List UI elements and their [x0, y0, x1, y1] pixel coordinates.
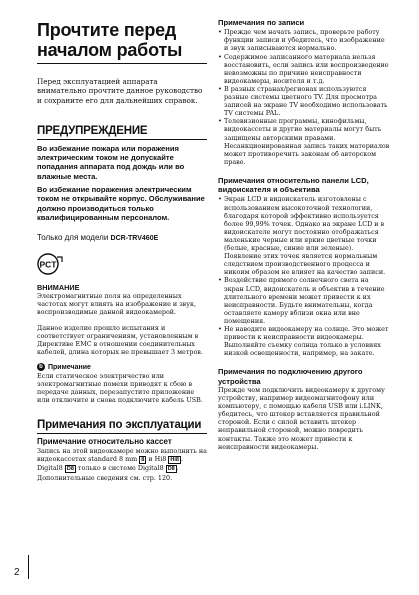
note-icon: b: [37, 363, 45, 371]
intro-text: Перед эксплуатацией аппарата внимательно прочтите данное руководство и сохраните его для дальнейших справок.: [37, 77, 203, 105]
digital8-symbol-icon-2: D8: [167, 466, 175, 473]
list-item: • Экран LCD и видоискатель изготовлены с использованием высокоточной технологии, благодаря которой эффективно используется более 99,99% точек. Однако на экране LCD и в видоискателе могут постоянно отображаться маленькие черные или яркие цветные точки (белые, красные, синие или зеленые). Появление этих точек является нормальным следствием производственного процесса и никоим образом не влияет на качество записи.: [218, 195, 390, 276]
left-column: [37, 20, 207, 482]
page-title: [37, 20, 207, 64]
attention-title: ВНИМАНИЕ: [37, 283, 80, 293]
page-number-divider: [28, 555, 29, 579]
recording-notes-list: [218, 28, 390, 166]
lcd-notes-heading: Примечания относительно панели LCD, видоискателя и объектива: [218, 175, 369, 195]
attention-paragraph-2: Данное изделие прошло испытания и соответствует ограничениям, установленным в Директиве EMC в отношении соединительных кабелей, длина которых не превышает 3 метров.: [37, 323, 203, 356]
digital8-symbol-icon: D8: [66, 466, 74, 473]
standard8-symbol-icon: 8: [141, 457, 145, 464]
attention-paragraph-1: Электромагнитные поля на определенных частотах могут влиять на изображение и звук, воспроизводимые данной видеокамерой.: [37, 292, 197, 317]
note-title: Примечание: [48, 363, 91, 371]
list-item: • Телевизионные программы, кинофильмы, видеокассеты и другие материалы могут быть защищены авторскими правами. Несанкционированная запись таких материалов может противоречить законам об авторском праве.: [218, 117, 390, 166]
connection-notes-heading: Примечания по подключению другого устройства: [218, 367, 363, 386]
exploitation-heading: Примечания по эксплуатации: [37, 419, 207, 434]
list-item: • Прежде чем начать запись, проверьте работу функции записи и убедитесь, что изображение и звук записываются нормально.: [218, 28, 390, 52]
model-prefix: Только для модели: [37, 233, 109, 243]
title-line-1: Прочтите перед: [37, 20, 177, 40]
recording-notes-heading: Примечания по записи: [218, 18, 305, 27]
cassette-text-e: . Дополнительные сведения см. стр. 120.: [37, 464, 179, 482]
cassette-text-c: . Digital8: [37, 455, 184, 473]
list-item: • Содержимое записанного материала нельзя восстановить, если запись или воспроизведение невозможны по причине неисправности видеокамеры, носителя и т.д.: [218, 53, 390, 85]
pct-logo-text: PCT: [39, 259, 57, 270]
pct-certification-icon: [37, 253, 63, 275]
model-line: [37, 233, 207, 244]
page-number: 2: [14, 567, 20, 578]
cassette-subheading: Примечание относительно кассет: [37, 437, 172, 447]
right-column: [218, 18, 390, 451]
list-item: • В разных странах/регионах используются разные системы цветного TV. Для просмотра записей на экране TV необходимо использовать TV системы PAL.: [218, 85, 390, 117]
hi8-symbol-icon: Hi8: [170, 457, 179, 464]
cassette-text-b: и Hi8: [148, 455, 167, 464]
lcd-notes-list: [218, 195, 390, 357]
warning-fire-text: Во избежание пожара или поражения электрическим током не допускайте попадания аппарата под дождь или во влажные места.: [37, 143, 185, 181]
warning-heading: ПРЕДУПРЕЖДЕНИЕ: [37, 125, 207, 140]
connection-notes-text: Прежде чем подключить видеокамеру к другому устройству, например видеомагнитофону или компьютеру, с помощью кабеля USB или i.LINK, убедитесь, что штекер вставляется правильной стороной. Если с силой вставить штекер неправильной стороной, можно повредить контакты. Также это может привести к неисправности видеокамеры.: [218, 385, 385, 451]
model-name: DCR-TRV460E: [110, 235, 159, 243]
list-item: • Не наводите видеокамеру на солнце. Это может привести к неисправности видеокамеры. Выполняйте съемку солнца только в условиях низкой освещенности, например, на закате.: [218, 325, 390, 357]
cassette-text-d: только в системе Digital8: [77, 464, 164, 473]
note-heading: [37, 363, 207, 372]
title-line-2: началом работы: [37, 40, 183, 60]
warning-case-text: Во избежание поражения электрическим током не открывайте корпус. Обслуживание должно производиться только квалифицированным персоналом.: [37, 185, 205, 222]
list-item: • Воздействие прямого солнечного света на экран LCD, видоискатель и объектив в течение длительного времени может привести к их неисправности. Будьте внимательны, когда оставляете камеру вблизи окна или вне помещения.: [218, 276, 390, 325]
cassette-text: [37, 447, 207, 481]
cassette-text-a: Запись на этой видеокамере можно выполнить на видеокассетах standard 8 mm: [37, 447, 207, 464]
note-text: Если статическое электричество или электромагнитные помехи приводят к сбою в передаче данных, перезапустите приложение или отключите и снова подключите кабель USB.: [37, 371, 203, 405]
